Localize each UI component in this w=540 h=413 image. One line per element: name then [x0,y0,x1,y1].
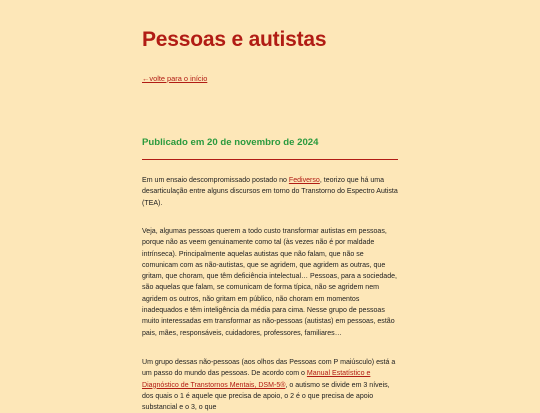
paragraph-text: , teorizo que há uma desarticulação entre alguns discursos em torno do Transtorno do Espectro Autista (TEA). [142,177,398,207]
page-title: Pessoas e autistas [142,28,327,51]
paragraph-text: Em um ensaio descompromissado postado no [142,177,289,184]
divider [142,159,398,160]
back-to-home-link[interactable]: ←volte para o início [142,74,208,83]
paragraph-text: Um grupo dessas não-pessoas (aos olhos das Pessoas com P maiúsculo) está a um passo do mundo das pessoas. De acordo com o [142,359,396,378]
fediverso-link[interactable]: Fediverso [288,177,320,184]
dsm5-manual-link[interactable]: Manual Estatístico e Diagnóstico de Transtornos Mentais, DSM-5® [142,370,371,389]
article-paragraph-1 [142,175,398,209]
article-paragraph-2: Veja, algumas pessoas querem a todo custo transformar autistas em pessoas, porque não as veem genuinamente como tal (às vezes não é por maldade intrínseca). Principalmente aquelas autistas que não falam, que não se comunicam com as não-autistas, que se agridem, que agridem as outras, que gritam, que choram, que têm deficiência intelectual… Pessoas, para a sociedade, são aquelas que falam, se comunicam de forma típica, não se agridem nem agridem os outros, não gritam em público, não choram em momentos inadequados e têm inteligência da média para cima. Nesse grupo de pessoas muito interessadas em transformar as não-pessoas (autistas) em pessoas, estão pais, mães, responsáveis, cuidadores, professores, familiares… [142,228,398,337]
paragraph-text: , o autismo se divide em 3 níveis, dos quais o 1 é aquele que precisa de apoio, o 2 é o que precisa de apoio substancial e o 3, o que [142,381,390,412]
published-date: Publicado em 20 de novembro de 2024 [142,137,319,148]
